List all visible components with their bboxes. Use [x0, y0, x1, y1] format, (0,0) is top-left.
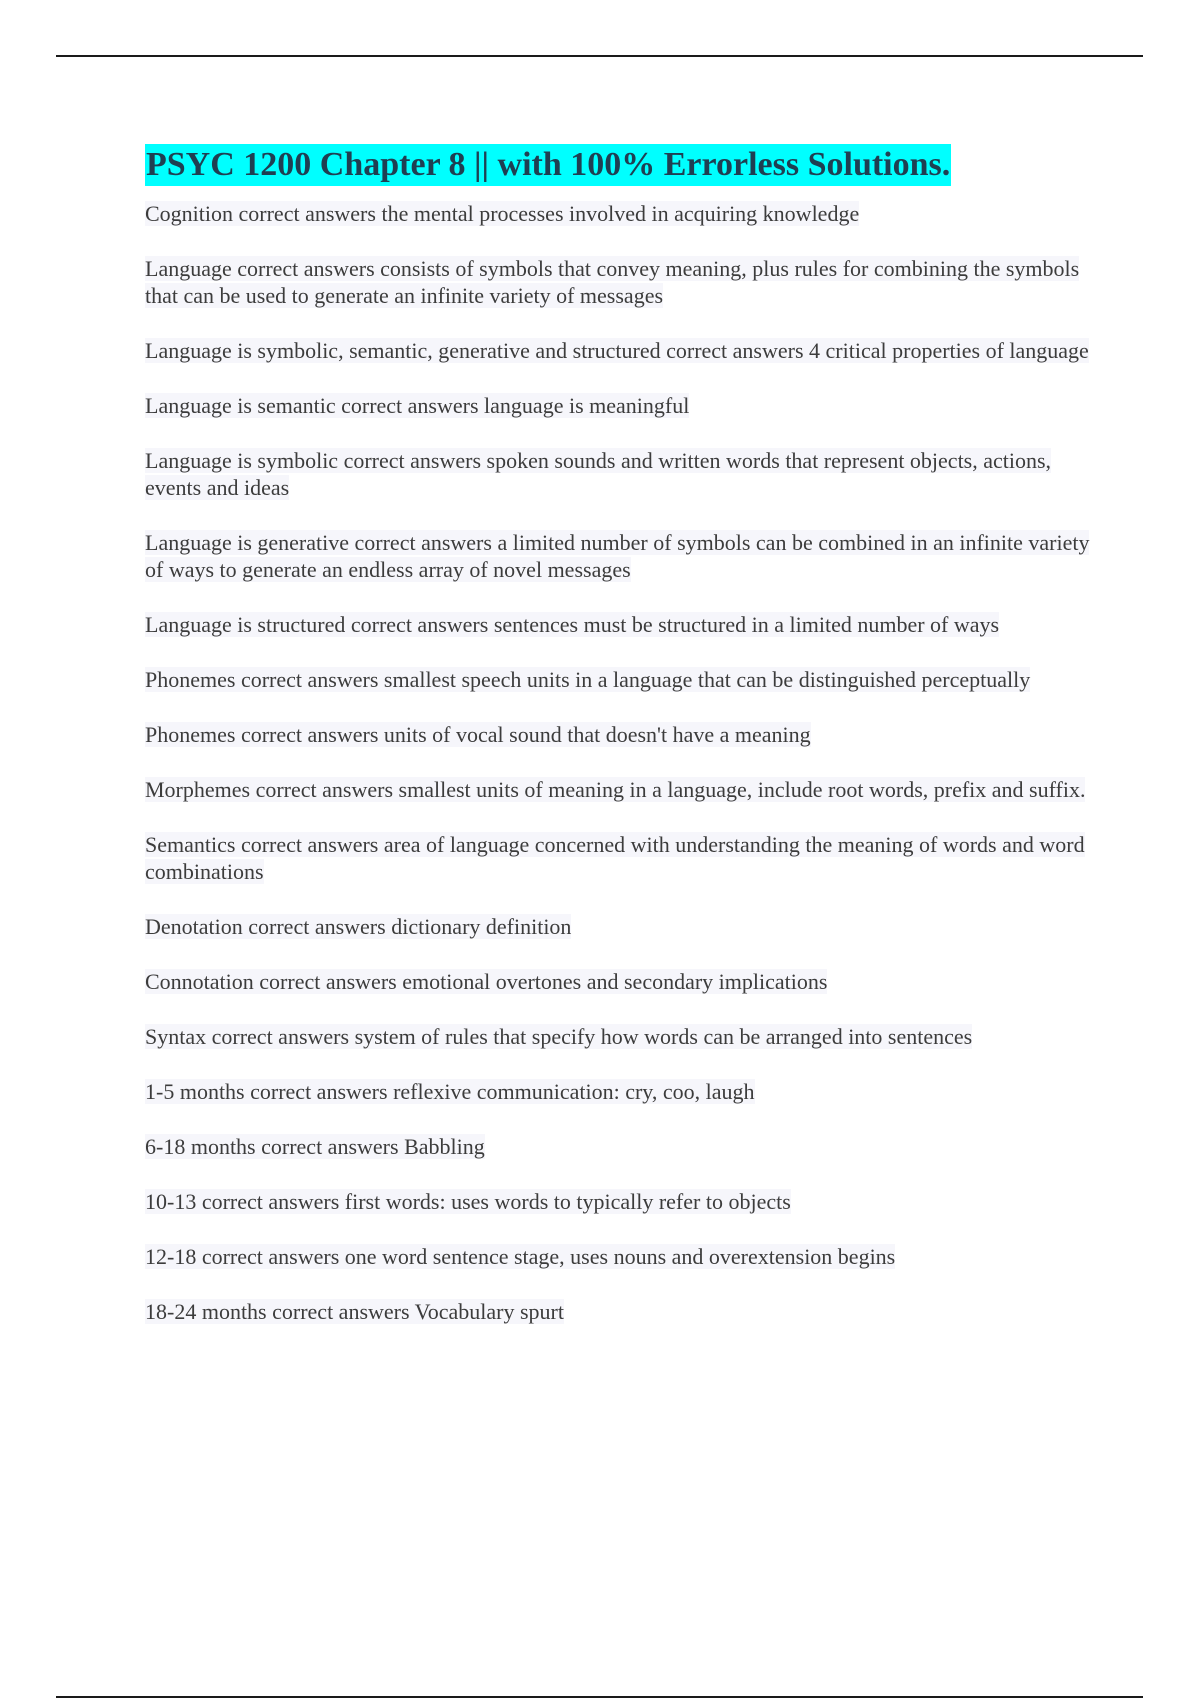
flashcard-entry	[145, 1243, 1095, 1270]
flashcard-entry	[145, 200, 1095, 227]
entry-separator: correct answers	[235, 722, 384, 747]
entry-term: Denotation	[145, 914, 243, 939]
entry-term: Semantics	[145, 832, 236, 857]
entry-definition: consists of symbols that convey meaning, plus rules for combining the symbols that can be used to generate an infinite variety of messages	[145, 256, 1080, 308]
flashcard-entry	[145, 1078, 1095, 1105]
flashcard-entry	[145, 255, 1095, 309]
flashcard-entry	[145, 913, 1095, 940]
entry-definition: Babbling	[404, 1134, 485, 1159]
entry-definition: language is meaningful	[484, 393, 690, 418]
entry-term: Cognition	[145, 201, 234, 226]
entry-term: Morphemes	[145, 777, 251, 802]
entry-term: 18-24 months	[145, 1299, 267, 1324]
flashcard-entry	[145, 1188, 1095, 1215]
entry-separator: correct answers	[244, 1079, 394, 1104]
entry-separator: correct answers	[345, 612, 494, 637]
entry-separator: correct answers	[338, 448, 487, 473]
entry-separator: correct answers	[335, 393, 485, 418]
flashcard-entry	[145, 721, 1095, 748]
flashcard-entry	[145, 337, 1095, 364]
entry-definition: area of language concerned with understanding the meaning of words and word combinations	[145, 832, 1085, 884]
flashcard-entry	[145, 776, 1095, 803]
footer-rule	[56, 1696, 1143, 1698]
document-body	[145, 144, 1095, 1353]
entry-separator: correct answers	[250, 777, 399, 802]
entry-term: 6-18 months	[145, 1134, 256, 1159]
entry-term: Language is symbolic, semantic, generative and structured	[145, 338, 661, 363]
entry-separator: correct answers	[196, 1244, 345, 1269]
flashcard-entry	[145, 529, 1095, 583]
entry-definition: system of rules that specify how words can be arranged into sentences	[354, 1024, 973, 1049]
entry-term: 1-5 months	[145, 1079, 245, 1104]
entry-term: Language is semantic	[145, 393, 336, 418]
entry-term: Phonemes	[145, 722, 236, 747]
entry-separator: correct answers	[349, 530, 498, 555]
flashcard-entry	[145, 968, 1095, 995]
entry-separator: correct answers	[235, 832, 384, 857]
entry-definition: sentences must be structured in a limited number of ways	[493, 612, 1000, 637]
flashcard-entry	[145, 831, 1095, 885]
entry-separator: correct answers	[206, 1024, 355, 1049]
entry-separator: correct answers	[235, 667, 384, 692]
flashcard-entry	[145, 1133, 1095, 1160]
entry-definition: units of vocal sound that doesn't have a meaning	[383, 722, 811, 747]
entry-term: 10-13	[145, 1189, 197, 1214]
document-title: PSYC 1200 Chapter 8 || with 100% Errorless Solutions.	[145, 144, 951, 186]
flashcard-entry	[145, 1298, 1095, 1325]
entry-separator: correct answers	[242, 914, 392, 939]
entry-definition: spoken sounds and written words that represent objects, actions, events and ideas	[145, 448, 1052, 500]
entry-definition: 4 critical properties of language	[809, 338, 1089, 363]
entry-separator: correct answers	[266, 1299, 415, 1324]
flashcard-entry	[145, 666, 1095, 693]
entry-term: Language is generative	[145, 530, 350, 555]
entry-definition: smallest units of meaning in a language, include root words, prefix and suffix.	[398, 777, 1086, 802]
entry-definition: smallest speech units in a language that can be distinguished perceptually	[383, 667, 1031, 692]
entry-definition: emotional overtones and secondary implications	[402, 969, 828, 994]
flashcard-entry	[145, 447, 1095, 501]
entry-separator: correct answers	[196, 1189, 345, 1214]
entry-separator: correct answers	[253, 969, 403, 994]
flashcard-entry	[145, 392, 1095, 419]
flashcard-entry	[145, 1023, 1095, 1050]
entry-separator: correct answers	[231, 256, 381, 281]
entry-term: Language is symbolic	[145, 448, 339, 473]
entry-term: Connotation	[145, 969, 254, 994]
flashcard-list	[145, 200, 1095, 1325]
entry-definition: Vocabulary spurt	[414, 1299, 564, 1324]
entry-definition: a limited number of symbols can be combined in an infinite variety of ways to generate an endless array of novel messages	[145, 530, 1090, 582]
entry-term: Phonemes	[145, 667, 236, 692]
entry-definition: dictionary definition	[391, 914, 572, 939]
entry-term: Syntax	[145, 1024, 207, 1049]
entry-term: Language	[145, 256, 232, 281]
entry-term: 12-18	[145, 1244, 197, 1269]
entry-definition: reflexive communication: cry, coo, laugh	[393, 1079, 755, 1104]
header-rule	[56, 55, 1143, 57]
entry-separator: correct answers	[660, 338, 810, 363]
entry-definition: first words: uses words to typically refer to objects	[344, 1189, 791, 1214]
entry-term: Language is structured	[145, 612, 346, 637]
entry-definition: one word sentence stage, uses nouns and overextension begins	[344, 1244, 896, 1269]
entry-definition: the mental processes involved in acquiring knowledge	[381, 201, 860, 226]
flashcard-entry	[145, 611, 1095, 638]
entry-separator: correct answers	[233, 201, 382, 226]
entry-separator: correct answers	[255, 1134, 405, 1159]
